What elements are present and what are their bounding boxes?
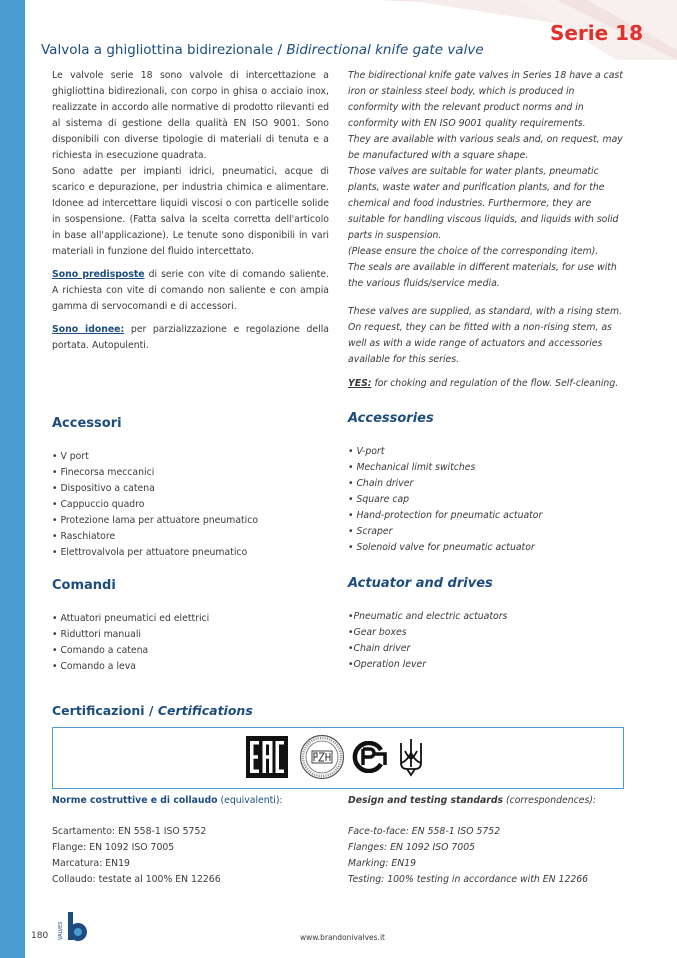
list-item: • V-port — [348, 446, 385, 457]
list-item: • V port — [52, 451, 89, 462]
norms-en-line: Face-to-face: EN 558-1 ISO 5752 — [348, 826, 501, 837]
list-item: • Elettrovalvola per attuatore pneumatico — [52, 547, 248, 558]
norms-it-line: Marcatura: EN19 — [52, 858, 130, 869]
list-item: • Mechanical limit switches — [348, 462, 476, 473]
intro-it-p3 — [52, 267, 329, 315]
list-item: • Attuatori pneumatici ed elettrici — [52, 613, 210, 624]
accessories-heading-en: Accessories — [348, 411, 434, 426]
certifications-title-it: Certificazioni — [52, 703, 145, 718]
norms-en-line: Testing: 100% testing in accordance with EN 12266 — [348, 874, 589, 885]
page-title — [41, 42, 484, 58]
list-item: • Square cap — [348, 494, 410, 505]
intro-en-p1: The bidirectional knife gate valves in Series 18 have a cast iron or stainless steel body, which is produced in conformity with the relevant product norms and in conformity with EN ISO 9001 quality requirements. — [348, 70, 623, 129]
list-item: • Dispositivo a catena — [52, 483, 155, 494]
norms-en-line: Marking: EN19 — [348, 858, 417, 869]
accessories-list-it — [52, 449, 258, 561]
intro-it-p1: Le valvole serie 18 sono valvole di intercettazione a ghigliottina bidirezionali, con corpo in ghisa o acciaio inox, realizzate in accordo alle normative di prodotto rilevanti ed al sistema di gestione della qualità EN ISO 9001. Sono disponibili con diverse tipologie di materiali di tenuta e a richiesta in esecuzione quadrata. — [52, 70, 329, 161]
list-item: •Pneumatic and electric actuators — [348, 611, 508, 622]
certifications-title-sep: / — [144, 703, 158, 718]
page-number: 180 — [31, 931, 49, 941]
list-item: • Comando a leva — [52, 661, 136, 672]
intro-it-p4-text: per parzializzazione e regolazione della portata. Autopulenti. — [52, 324, 329, 351]
intro-en-p7 — [348, 376, 625, 392]
list-item: • Cappuccio quadro — [52, 499, 145, 510]
intro-it-p3-label: Sono predisposte — [52, 269, 145, 280]
norms-it-line: Flange: EN 1092 ISO 7005 — [52, 842, 175, 853]
list-item: •Gear boxes — [348, 627, 407, 638]
intro-italian — [52, 68, 329, 354]
left-color-band — [0, 0, 25, 958]
eac-mark-icon — [246, 736, 288, 778]
intro-en-p5: The seals are available in different materials, for use with the various fluids/service media. — [348, 262, 617, 289]
intro-it-p3-text: di serie con vite di comando saliente. A richiesta con vite di comando non saliente e con ampia gamma di servocomandi e di accessori. — [52, 269, 329, 312]
list-item: • Comando a catena — [52, 645, 149, 656]
intro-it-p4-label: Sono idonee: — [52, 324, 125, 335]
list-item: • Scraper — [348, 526, 393, 537]
norms-italian — [52, 793, 332, 888]
controls-heading-en: Actuator and drives — [348, 576, 493, 591]
series-title: Serie 18 — [549, 21, 643, 45]
list-item: • Riduttori manuali — [52, 629, 142, 640]
intro-en-p7-label: YES: — [348, 378, 372, 389]
list-item: • Protezione lama per attuatore pneumatico — [52, 515, 259, 526]
brandoni-logo — [58, 910, 92, 944]
norms-en-heading — [348, 793, 628, 809]
controls-heading-it: Comandi — [52, 578, 116, 593]
norms-it-heading-bold: Norme costruttive e di collaudo — [52, 795, 218, 806]
list-item: •Chain driver — [348, 643, 411, 654]
intro-it-p2: Sono adatte per impianti idrici, pneumatici, acque di scarico e depurazione, per industria chimica e alimentare. Idonee ad intercettare liquidi viscosi o con particelle solide in sospensione. (Fatta salva la scelta corretta dell'articolo in base all'applicazione). Le tenute sono disponibili in vari materiali in funzione del fluido intercettato. — [52, 166, 329, 257]
controls-list-en — [348, 609, 507, 673]
gost-r-mark-icon — [351, 741, 387, 773]
intro-en-p7-text: for choking and regulation of the flow. Self-cleaning. — [371, 378, 619, 389]
norms-en-line: Flanges: EN 1092 ISO 7005 — [348, 842, 476, 853]
ukraine-trident-icon — [397, 737, 425, 777]
norms-english — [348, 793, 628, 888]
list-item: • Hand-protection for pneumatic actuator — [348, 510, 543, 521]
norms-en-heading-bold: Design and testing standards — [348, 795, 504, 806]
norms-it-heading-rest: (equivalenti): — [217, 795, 283, 806]
title-english: Bidirectional knife gate valve — [286, 42, 484, 58]
certifications-title — [52, 703, 253, 718]
list-item: •Operation lever — [348, 659, 427, 670]
pzh-seal-icon — [299, 734, 345, 780]
intro-en-p6: These valves are supplied, as standard, with a rising stem. On request, they can be fitted with a non-rising stem, as well as with a wide range of actuators and accessories available for this series. — [348, 306, 622, 365]
certifications-title-en: Certifications — [157, 703, 253, 718]
list-item: • Raschiatore — [52, 531, 116, 542]
certifications-box — [52, 727, 624, 789]
intro-english — [348, 68, 625, 392]
title-italian: Valvola a ghigliottina bidirezionale — [41, 42, 274, 58]
accessories-heading-it: Accessori — [52, 416, 122, 431]
footer-url[interactable]: www.brandonivalves.it — [300, 933, 385, 942]
accessories-list-en — [348, 444, 542, 556]
intro-it-p4 — [52, 322, 329, 354]
controls-list-it — [52, 611, 209, 675]
brand-text: VALVES — [58, 921, 64, 940]
list-item: • Solenoid valve for pneumatic actuator — [348, 542, 535, 553]
intro-en-p2: They are available with various seals and, on request, may be manufactured with a square shape. — [348, 134, 623, 161]
intro-en-p4: (Please ensure the choice of the corresponding item). — [348, 246, 599, 257]
norms-it-line: Collaudo: testate al 100% EN 12266 — [52, 874, 221, 885]
list-item: • Chain driver — [348, 478, 414, 489]
norms-it-heading — [52, 793, 332, 809]
intro-en-p3: Those valves are suitable for water plants, pneumatic plants, waste water and purification plants, and for the chemical and food industries. Furthermore, they are suitable for handling viscous liquids, and liquids with solid parts in suspension. — [348, 166, 619, 241]
norms-it-line: Scartamento: EN 558-1 ISO 5752 — [52, 826, 207, 837]
norms-en-heading-rest: (correspondences): — [503, 795, 597, 806]
list-item: • Finecorsa meccanici — [52, 467, 155, 478]
title-separator: / — [273, 42, 287, 58]
